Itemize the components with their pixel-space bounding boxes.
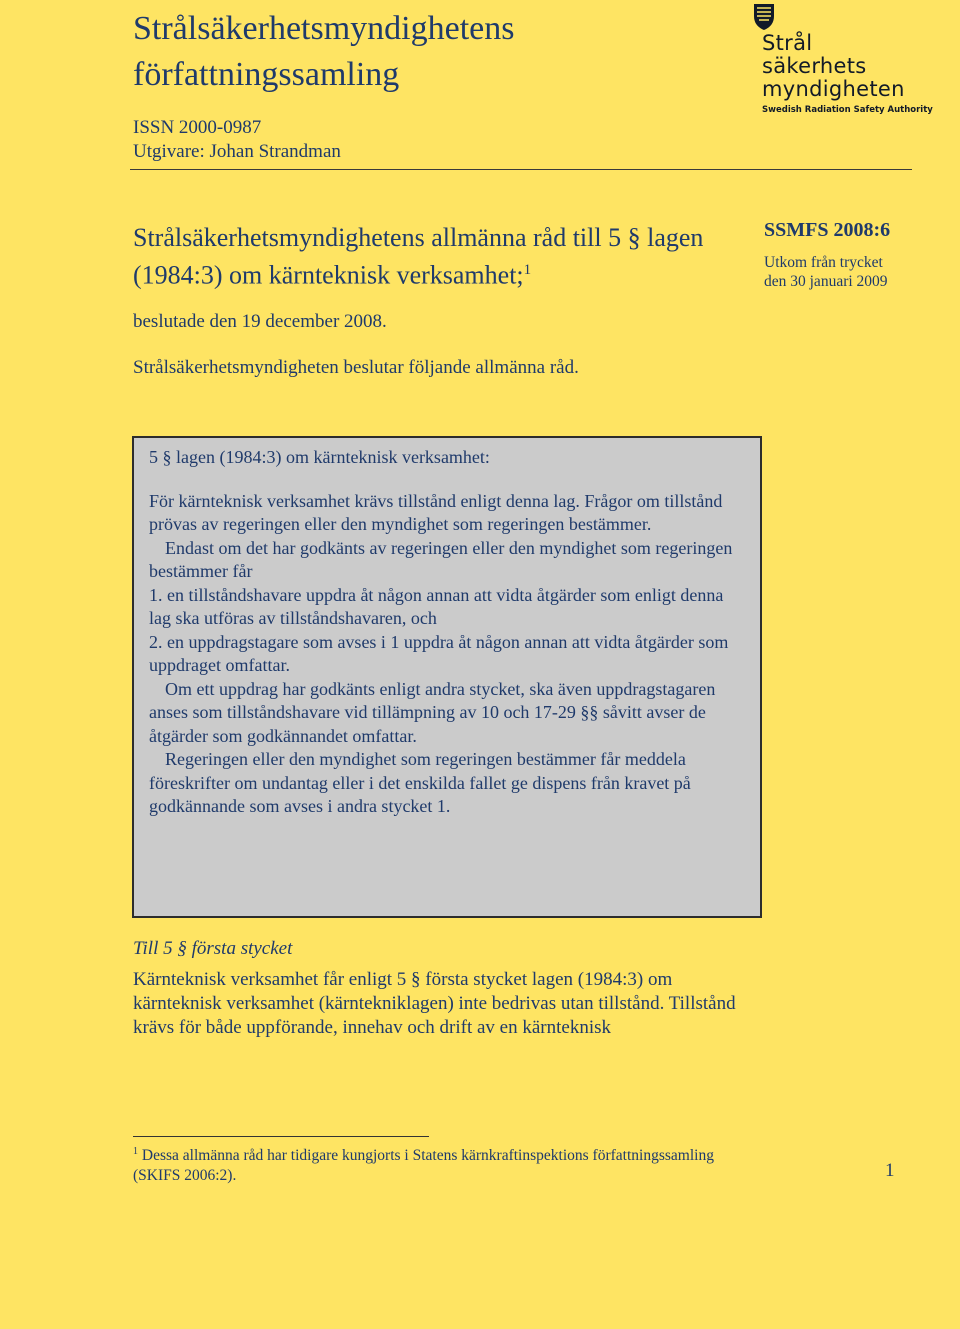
document-code: SSMFS 2008:6 bbox=[764, 219, 891, 241]
publication-date bbox=[764, 253, 888, 291]
logo-line-2: säkerhets bbox=[762, 54, 867, 78]
header-divider bbox=[130, 169, 912, 170]
footnote bbox=[133, 1142, 753, 1186]
ssm-logo bbox=[752, 2, 933, 115]
law-paragraph: Endast om det har godkänts av regeringen eller den myndighet som regeringen bestämmer får bbox=[149, 537, 733, 581]
shield-logo-icon bbox=[752, 2, 782, 32]
law-paragraph: Om ett uppdrag har godkänts enligt andra stycket, ska även uppdragstagaren anses som tillståndshavare vid tillämpning av 10 och 17-29 §§ såvitt avser de åtgärder som godkännandet omfattar. bbox=[149, 678, 716, 746]
published-line-1: Utkom från trycket bbox=[764, 254, 883, 271]
section-heading: Till 5 § första stycket bbox=[133, 938, 293, 959]
law-box-heading: 5 § lagen (1984:3) om kärnteknisk verksamhet: bbox=[149, 447, 490, 467]
document-title bbox=[133, 222, 743, 292]
law-list-item: 1. en tillståndshavare uppdra åt någon annan att vidta åtgärder som enligt denna lag ska utföras av tillståndshavaren, och bbox=[149, 584, 724, 628]
publication-info bbox=[133, 116, 341, 164]
issn: ISSN 2000-0987 bbox=[133, 117, 262, 138]
page-number: 1 bbox=[885, 1160, 895, 1181]
publisher: Utgivare: Johan Strandman bbox=[133, 141, 341, 162]
logo-line-3: myndigheten bbox=[762, 77, 905, 101]
series-title: Strålsäkerhetsmyndighetens författningssamling bbox=[133, 10, 515, 93]
title-footnote-mark[interactable]: 1 bbox=[523, 262, 532, 278]
decision-date: beslutade den 19 december 2008. bbox=[133, 311, 387, 332]
intro-text: Strålsäkerhetsmyndigheten beslutar följande allmänna råd. bbox=[133, 357, 579, 378]
law-text-box bbox=[132, 436, 762, 918]
law-list-item: 2. en uppdragstagare som avses i 1 uppdra åt någon annan att vidta åtgärder som uppdraget omfattar. bbox=[149, 631, 729, 675]
footnote-text: Dessa allmänna råd har tidigare kungjorts i Statens kärnkraftinspektions författningssamling (SKIFS 2006:2). bbox=[133, 1147, 714, 1185]
published-line-2: den 30 januari 2009 bbox=[764, 273, 888, 290]
logo-tagline: Swedish Radiation Safety Authority bbox=[762, 105, 933, 115]
document-title-text: Strålsäkerhetsmyndighetens allmänna råd till 5 § lagen (1984:3) om kärnteknisk verksamhet; bbox=[133, 223, 704, 290]
footnote-divider bbox=[133, 1136, 429, 1137]
footnote-mark: 1 bbox=[133, 1146, 138, 1157]
law-paragraph: För kärnteknisk verksamhet krävs tillstånd enligt denna lag. Frågor om tillstånd prövas av regeringen eller den myndighet som regeringen bestämmer. bbox=[149, 490, 723, 534]
law-paragraph: Regeringen eller den myndighet som regeringen bestämmer får meddela föreskrifter om undantag eller i det enskilda fallet ge dispens från kravet på godkännande som avses i andra stycket 1. bbox=[149, 749, 691, 816]
logo-line-1: Strål bbox=[762, 31, 813, 55]
section-body: Kärnteknisk verksamhet får enligt 5 § första stycket lagen (1984:3) om kärnteknisk verksamhet (kärntekniklagen) inte bedrivas utan tillstånd. Tillstånd krävs för både uppförande, innehav och drift av en kärnteknisk bbox=[133, 969, 736, 1038]
